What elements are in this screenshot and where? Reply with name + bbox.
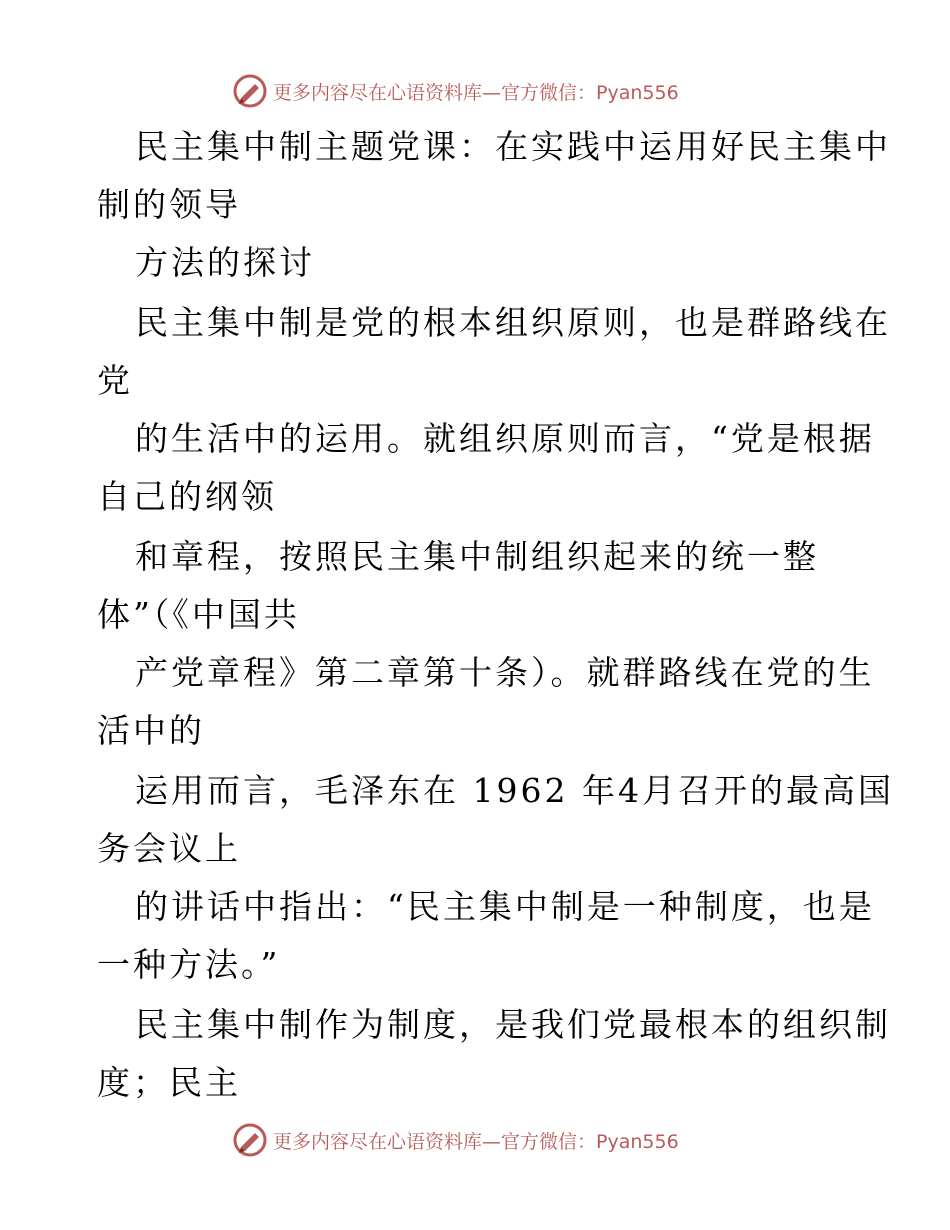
text-line: 的讲话中指出：“民主集中制是一种制度，也是 <box>135 887 875 926</box>
text-line: 产党章程》第二章第十条）。就群路线在党的生 <box>135 653 875 692</box>
text-line: 度；民主 <box>97 1063 241 1102</box>
pen-logo-icon <box>233 1123 267 1157</box>
text-line: 制的领导 <box>97 185 241 224</box>
text-line: 体”（《中国共 <box>97 595 300 634</box>
text-line: 方法的探讨 <box>135 243 315 282</box>
header-banner <box>233 73 679 109</box>
text-line: 运用而言，毛泽东在 1962 年4月召开的最高国 <box>135 771 894 810</box>
text-line: 民主集中制主题党课：在实践中运用好民主集中 <box>135 127 891 166</box>
pen-logo-icon <box>233 74 267 108</box>
text-line: 务会议上 <box>97 829 241 868</box>
text-line: 自己的纲领 <box>97 477 277 516</box>
text-line: 活中的 <box>97 711 205 750</box>
text-line: 的生活中的运用。就组织原则而言，“党是根据 <box>135 419 875 458</box>
header-banner-text: 更多内容尽在心语资料库—官方微信：Pyan556 <box>273 81 679 104</box>
footer-banner <box>233 1122 679 1158</box>
text-line: 民主集中制是党的根本组织原则，也是群路线在 <box>135 303 891 342</box>
text-line: 党 <box>97 361 133 400</box>
text-line: 民主集中制作为制度，是我们党最根本的组织制 <box>135 1005 891 1044</box>
text-line: 和章程，按照民主集中制组织起来的统一整 <box>135 537 819 576</box>
text-line: 一种方法。” <box>97 945 281 984</box>
footer-banner-text: 更多内容尽在心语资料库—官方微信：Pyan556 <box>273 1130 679 1153</box>
